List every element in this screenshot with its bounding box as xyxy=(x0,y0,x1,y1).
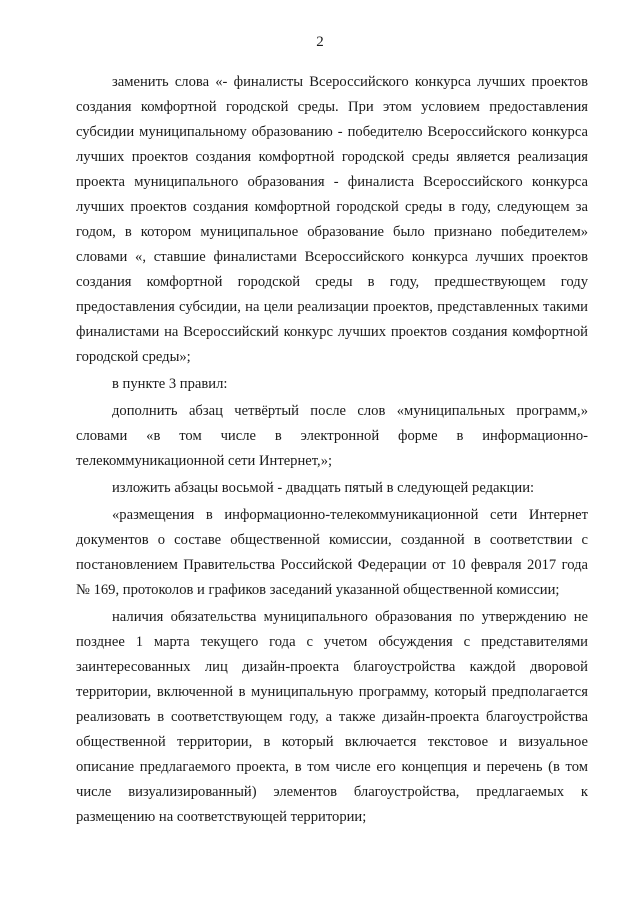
paragraph-add-abzac: дополнить абзац четвёртый после слов «муниципальных программ,» словами «в том числе в электронной форме в информационно-телекоммуникационной сети Интернет,»; xyxy=(76,403,588,469)
page-number: 2 xyxy=(316,34,324,50)
paragraph-obligation: наличия обязательства муниципального образования по утверждению не позднее 1 марта текущего года с учетом обсуждения с представителями заинтересованных лиц дизайн-проекта благоустройства каждой дворовой территории, включенной в муниципальную программу, который предполагается реализовать в соответствующем году, а также дизайн-проекта благоустройства общественной территории, в который включается текстовое и визуальное описание предлагаемого проекта, в том числе его концепция и перечень (в том числе визуализированный) элементов благоустройства, предлагаемых к размещению на соответствующей территории; xyxy=(76,609,588,825)
paragraph-publication: «размещения в информационно-телекоммуникационной сети Интернет документов о составе общественной комиссии, созданной в соответствии с постановлением Правительства Российской Федерации от 10 февраля 2017 года № 169, протоколов и графиков заседаний указанной общественной комиссии; xyxy=(76,507,588,598)
paragraph-state-abzacy: изложить абзацы восьмой - двадцать пятый в следующей редакции: xyxy=(112,480,535,496)
paragraph-item-3: в пункте 3 правил: xyxy=(112,376,228,392)
document-body xyxy=(76,70,588,830)
paragraph-replace-words: заменить слова «- финалисты Всероссийского конкурса лучших проектов создания комфортной городской среды. При этом условием предоставления субсидии муниципальному образованию - победителю Всероссийского конкурса лучших проектов создания комфортной городской среды является реализация проекта муниципального образования - финалиста Всероссийского конкурса лучших проектов создания комфортной городской среды в году, следующем за годом, в котором муниципальное образование было признано победителем» словами «, ставшие финалистами Всероссийского конкурса лучших проектов создания комфортной городской среды в году, предшествующем году предоставления субсидии, на цели реализации проектов, представленных такими финалистами на Всероссийский конкурс лучших проектов создания комфортной городской среды»; xyxy=(76,74,588,365)
